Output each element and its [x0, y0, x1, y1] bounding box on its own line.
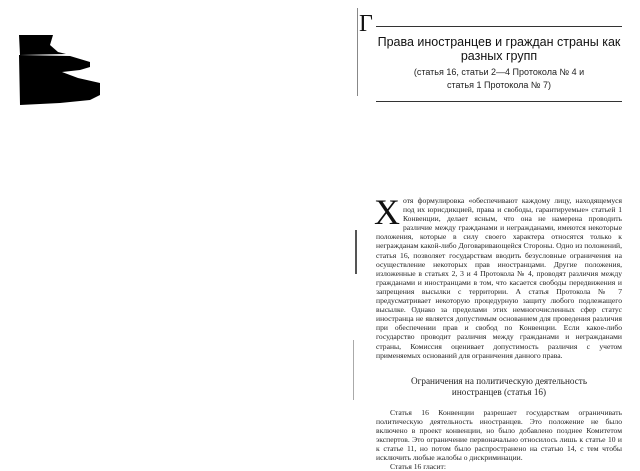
chapter-subtitle: [376, 66, 622, 92]
intro-text: отя формулировка «обеспечивают каждому лицу, находящемуся под их юрисдикцией, права и свободы, гарантируемые» статьей 1 Конвенции, делает ясным, что она не намерена проводить различие между гражданами и негражданами, имеются некоторые положения, которые в силу своего характера относятся только к негражданам какой-либо Договаривающейся Стороны. Одно из положений, статья 16, позволяет государствам вводить безусловные ограничения на осуществление некоторых прав иностранцами. Другие положения, изложенные в статьях 2, 3 и 4 Протокола № 4, проводят различия между гражданами и иностранцами в том, что касается свободы передвижения и запрещения высылки с территории. А статья Протокола № 7 предусматривает некоторую процедурную защиту любого подлежащего высылке. Однако за пределами этих немногочисленных сфер статус иностранца не является допустимым основанием для проведения различия при обеспечении прав и свобод по Конвенции. Если какое-либо государство проводит различия между гражданами и негражданами страны, Комиссия оценивает допустимость различия с учетом применяемых оснований для ограничения данного права.: [376, 196, 622, 360]
chapter-title: Права иностранцев и граждан страны как разных групп: [377, 35, 621, 63]
scan-artifact-blot: [0, 0, 110, 110]
document-page: [376, 26, 622, 471]
drop-cap: Х: [374, 192, 400, 232]
section-title: [376, 376, 622, 398]
section-title-line-2: иностранцев (статья 16): [451, 386, 547, 397]
subtitle-line-1: (статья 16, статьи 2—4 Протокола № 4 и: [413, 67, 585, 77]
subtitle-line-2: статья 1 Протокола № 7): [446, 80, 552, 90]
gutter-glyph: Г: [359, 11, 373, 37]
intro-paragraph: [374, 192, 622, 360]
gutter-line-top: [357, 8, 358, 96]
section-paragraph-1: Статья 16 Конвенции разрешает государствам ограничивать политическую деятельность иностранцев. Это положение не было включено в проект конвенции, но было добавлено позднее Комитетом экспертов. Это ограничение первоначально относилось лишь к статье 10 и к статье 11, но потом было распространено на статью 14, с тем чтобы исключить любые жалобы о дискриминации.: [376, 407, 622, 463]
gutter-line-middle: [355, 230, 357, 274]
chapter-header: [376, 26, 622, 102]
gutter-line-lower: [353, 340, 354, 400]
section-paragraph-2: Статья 16 гласит:: [390, 462, 446, 471]
section-title-line-1: Ограничения на политическую деятельность: [410, 375, 588, 386]
